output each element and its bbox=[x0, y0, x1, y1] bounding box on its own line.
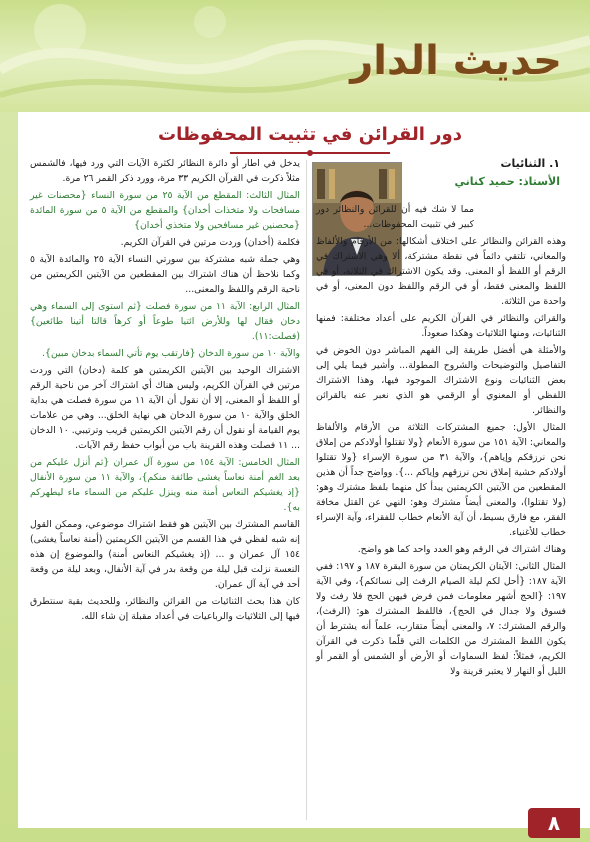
paragraph: القاسم المشترك بين الآيتين هو فقط اشتراك موضوعي، وممكن القول إنه شبه لفظي في هذا القسم من الآيتين الكريمتين (أمنة نعاساً يغشى) ١٥٤ آل عمران و ... (إذ يغشيكم النعاس أمنة) والموضوع إن هذه النعسة نزلت قبل ليلة من وقعة بدر في آية الأنفال، وبعد ليلة من وقعة أحد في آية آل عمران. bbox=[30, 519, 300, 590]
paragraph: يدخل في اطار أو دائرة النظائر لكثرة الآيات التي ورد فيها، فالشمس مثلاً ذكرت في القرآن الكريم ٣٣ مرة، وورد ذكر القمر ٢٦ مرة. bbox=[30, 158, 300, 184]
paragraph: والقرائن والنظائر في القرآن الكريم على أعداد مختلفة: فمنها الثنائيات، ومنها الثلاثيات وهكذا صعوداً. bbox=[316, 313, 566, 339]
paragraph: والأمثلة هي أفضل طريقة إلى الفهم المباشر دون الخوض في التفاصيل والتوضيحات والشروح المطولة... وأشير فيما يلي إلى بعض الثنائيات ونوع الاشتراك الموجود فيها، وهذا الاشتراك اللفظي أو المعنوي أو الرقمي هو الذي نعبر عنه بالقرائن والنظائر. bbox=[316, 345, 566, 416]
right-column-spacer bbox=[316, 156, 566, 202]
paragraph: المثال الرابع: الآية ١١ من سورة فصلت {ثم استوى إلى السماء وهي دخان فقال لها وللأرض ائتيا طوعاً أو كرهاً قالتا أتينا طائعين} (فصلت:١١). bbox=[30, 301, 301, 342]
author-name: الأستاذ: حميد كناني bbox=[454, 175, 560, 188]
paragraph: وهذه القرائن والنظائر على اختلاف أشكالها: من الأرقام والألفاظ والمعاني، تلتقي دائماً في نقطة مشتركة، ألا وهي الاشتراك في الرقم أو اللفظ أو المعنى. وقد يكون الاشتراك في الثلاثة، أو في اللفظ والمعنى فقط، أو في الرقم واللفظ دون المعنى، أو في واحدة من الثلاثة. bbox=[316, 236, 566, 307]
header-title: حديث الدار bbox=[350, 38, 562, 84]
section-heading: ١. الثنائيات bbox=[500, 157, 560, 170]
paragraph: المثال الثالث: المقطع من الآية ٢٥ من سورة النساء {محصنات غير مسافحات ولا متخذات أخدان} والمقطع من الآية ٥ من سورة المائدة {محصنين غير مسافحين ولا متخذي أخدان} bbox=[30, 190, 300, 231]
paragraph: مما لا شك فيه أن للقرائن والنظائر دور كبير في تثبيت المحفوظات... bbox=[316, 204, 474, 230]
left-column bbox=[30, 156, 300, 828]
paragraph: المثال الثاني: الآيتان الكريمتان من سورة البقرة ١٨٧ و ١٩٧: ففي الآية ١٨٧: {أحل لكم ليلة الصيام الرفث إلى نسائكم}، وفي الآية ١٩٧: {الحج أشهر معلومات فمن فرض فيهن الحج فلا رفث ولا فسوق ولا جدال في الحج}، فاللفظ المشترك هو: (الرفث)، والرقم المشترك: ٧، والمعنى أيضاً متقارب، علماً أنه يشترط أن يكون اللفظ المشترك من الكلمات التي قلّما ذكرت في القرآن الكريم، فمثلاً: لفظ السماوات أو الأرض أو الشمس أو القمر أو الليل أو النهار لا يعتبر قرينة ولا bbox=[316, 561, 567, 677]
paragraph: كان هذا بحث الثنائيات من القرائن والنظائر، وللحديث بقية سنتطرق فيها إلى الثلاثيات والرباعيات في أعداد مقبلة إن شاء الله. bbox=[30, 596, 300, 622]
page-number: ٨ bbox=[528, 808, 580, 838]
article-title: دور القرائن في تثبيت المحفوظات bbox=[158, 124, 462, 145]
paragraph: والآية ١٠ من سورة الدخان {فارتقب يوم تأتي السماء بدخان مبين}. bbox=[42, 348, 300, 359]
header-band bbox=[0, 0, 590, 112]
left-side-band bbox=[0, 112, 18, 842]
paragraph: المثال الخامس: الآية ١٥٤ من سورة آل عمران {ثم أنزل عليكم من بعد الغم أمنة نعاساً يغشى طائفة منكم}، والآية ١١ من سورة الأنفال {إذ يغشيكم النعاس أمنة منه وينزل عليكم من السماء ماء ليطهركم به}. bbox=[30, 457, 301, 513]
paragraph: المثال الأول: جميع المشتركات الثلاثة من الأرقام والألفاظ والمعاني: الآية ١٥١ من سورة الأنعام {ولا تقتلوا أولادكم من إملاق نحن نرزقكم وإياهم}، والآية ٣١ من سورة الإسراء {ولا تقتلوا أولادكم خشية إملاق نحن نرزقهم وإياكم ...}. وواضح جداً أن هذين المقطعين من الآيتين الكريمتين يبدأ كل منهما بلفظ مشترك وهو: (ولا تقتلوا)، والمعنى أيضاً مشترك وهو: النهي عن القتل مخافة الفقر، مع فارق بسيط، أن آية الأنعام خطاب للفقراء، وآية الإسراء خطاب للأغنياء. bbox=[316, 422, 567, 538]
right-column bbox=[316, 156, 566, 828]
paragraph: وهي جملة شبه مشتركة بين سورتي النساء الآية ٢٥ والمائدة الآية ٥ وكما نلاحظ أن هناك اشتراك بين المقطعين من الآيتين الكريمتين من ناحية الرقم واللفظ والمعنى... bbox=[30, 254, 301, 295]
footer-band bbox=[0, 828, 590, 842]
paragraph: فكلمة (أخدان) وردت مرتين في القرآن الكريم. bbox=[120, 237, 300, 248]
paragraph: وهناك اشتراك في الرقم وهو العدد واحد كما هو واضح. bbox=[357, 544, 566, 555]
right-column-wrap-top bbox=[316, 202, 474, 232]
column-divider bbox=[306, 160, 307, 820]
paragraph: الاشتراك الوحيد بين الآيتين الكريمتين هو كلمة (دخان) التي وردت مرتين في القرآن الكريم، وليس هناك أي اشتراك آخر من ناحية الرقم أو اللفظ أو المعنى، إلا أن نقول أن الآية ١١ من سورة فصلت هي بداية الخلق والآية ١٠ من سورة الدخان هي نهاية الخلق... وهي من علامات يوم القيامة أو نقول أن رقم الآيتين الكريمتين قريب وترتيبي. ١٠ الدخان ... ١١ فصلت وهذه القرينة باب من أبواب حفظ رقم الآيات. bbox=[30, 365, 300, 451]
